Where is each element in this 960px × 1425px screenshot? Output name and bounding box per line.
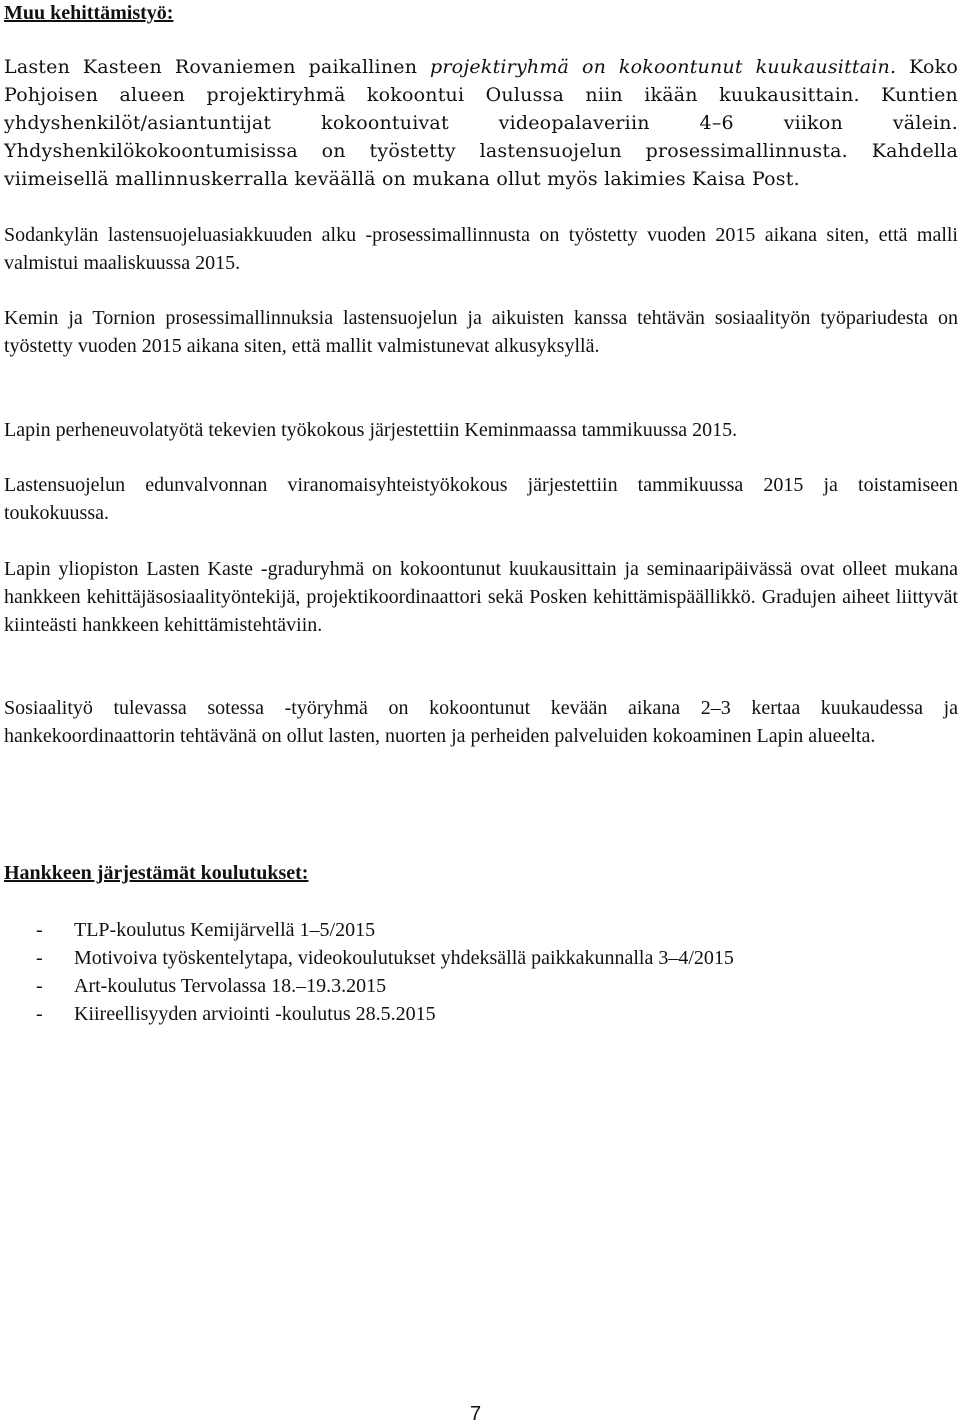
paragraph-text: Kahdella viimeisellä mallinnuskerralla keväällä on mukana ollut myös lakimies Kaisa Post. [4, 140, 958, 190]
paragraph-graduryhma: Lapin yliopiston Lasten Kaste -graduryhmä on kokoontunut kuukausittain ja seminaaripäivässä ovat olleet mukana hankkeen kehittäjäsosiaalityöntekijä, projektikoordinaattori sekä Posken kehittämispäällikkö. Gradujen aiheet liittyvät kiinteästi hankkeen kehittämistehtäviin. [4, 558, 958, 636]
paragraph-kemi-tornio: Kemin ja Tornion prosessimallinnuksia lastensuojelun ja aikuisten kanssa tehtävän sosiaalityön työpariudesta on työstetty vuoden 2015 aikana siten, että mallit valmistunevat alkusyksyllä. [4, 307, 958, 357]
paragraph-edunvalvonta: Lastensuojelun edunvalvonnan viranomaisyhteistyökokous järjestettiin tammikuussa 2015 ja toistamiseen toukokuussa. [4, 474, 958, 524]
page-number: 7 [470, 1403, 482, 1425]
list-item-text: TLP-koulutus Kemijärvellä 1–5/2015 [74, 919, 376, 941]
list-item [4, 1000, 734, 1028]
paragraph-italic-text: projektiryhmä on kokoontunut kuukausittain. [430, 56, 897, 78]
list-item [4, 944, 734, 972]
paragraph-text: Lasten Kasteen Rovaniemen paikallinen [4, 56, 431, 78]
list-item [4, 972, 734, 1000]
list-bullet: - [36, 1003, 43, 1025]
list-bullet: - [36, 975, 43, 997]
list-item-text: Motivoiva työskentelytapa, videokoulutukset yhdeksällä paikkakunnalla 3–4/2015 [74, 947, 734, 969]
paragraph-sodankyla: Sodankylän lastensuojeluasiakkuuden alku -prosessimallinnusta on työstetty vuoden 2015 aikana siten, että malli valmistui maaliskuussa 2015. [4, 224, 958, 274]
training-list [4, 916, 734, 1028]
paragraph-projektiryhma [4, 53, 958, 193]
paragraph-perheneuvola: Lapin perheneuvolatyötä tekevien työkokous järjestettiin Keminmaassa tammikuussa 2015. [4, 419, 738, 441]
list-bullet: - [36, 919, 43, 941]
list-item-text: Kiireellisyyden arviointi -koulutus 28.5.2015 [74, 1003, 436, 1025]
section-heading-koulutukset: Hankkeen järjestämät koulutukset: [4, 862, 309, 884]
list-item-text: Art-koulutus Tervolassa 18.–19.3.2015 [74, 975, 387, 997]
list-item [4, 916, 734, 944]
paragraph-text: Koko Pohjoisen alueen projektiryhmä kokoontui Oulussa niin ikään kuukausittain. Kuntien yhdyshenkilöt/asiantuntijat kokoontuivat videopalaveriin 4–6 viikon välein. Yhdyshenkilökokoontumisissa on työstetty lastensuojelun prosessimallinnusta. [4, 56, 958, 162]
section-heading-muu-kehittamistyo: Muu kehittämistyö: [4, 2, 174, 24]
list-bullet: - [36, 947, 43, 969]
paragraph-sote-tyoryhma: Sosiaalityö tulevassa sotessa -työryhmä on kokoontunut kevään aikana 2–3 kertaa kuukaudessa ja hankekoordinaattorin tehtävänä on ollut lasten, nuorten ja perheiden palveluiden kokoaminen Lapin alueelta. [4, 697, 958, 747]
